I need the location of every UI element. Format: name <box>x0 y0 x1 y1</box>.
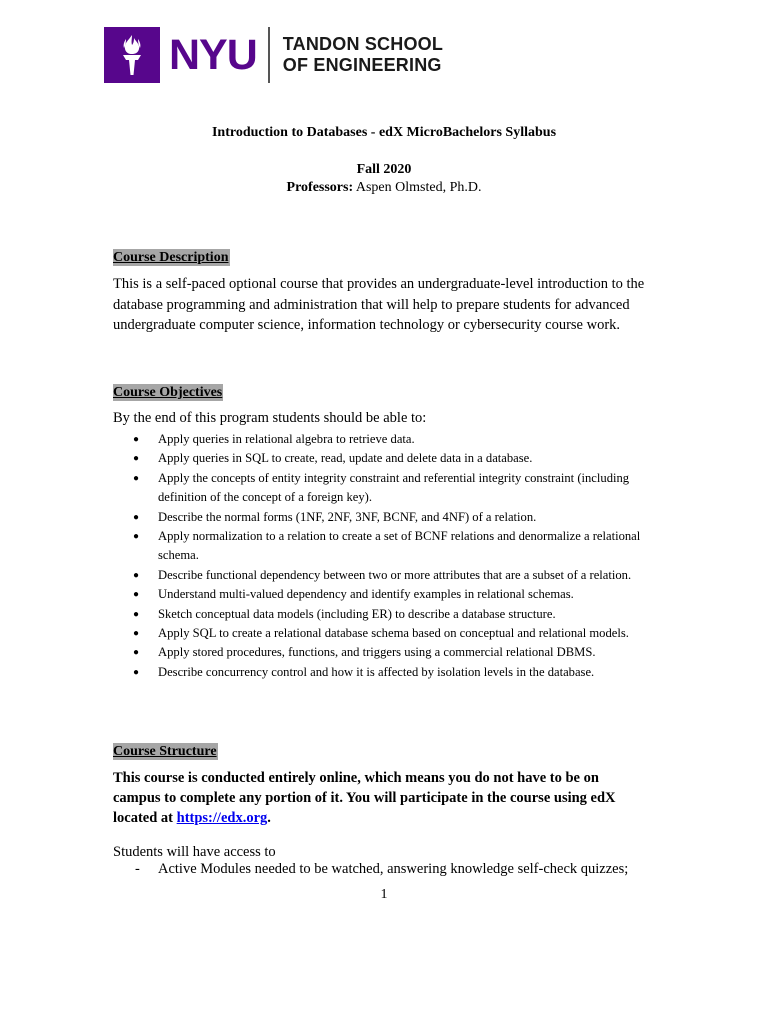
list-item: ● Apply queries in SQL to create, read, update and delete data in a database. <box>113 449 653 468</box>
bullet-icon: ● <box>133 453 140 465</box>
section-heading-structure: Course Structure <box>113 744 217 759</box>
document-title: Introduction to Databases - edX MicroBachelors Syllabus <box>211 125 557 140</box>
bullet-icon: ● <box>133 472 140 484</box>
bullet-icon: ● <box>133 647 140 659</box>
bullet-icon: ● <box>133 531 140 543</box>
school-name-line-1: TANDON SCHOOL <box>282 34 444 54</box>
nyu-tandon-logo <box>104 27 443 83</box>
list-item: ● Apply normalization to a relation to create a set of BCNF relations and denormalize a relational schema. <box>133 529 641 563</box>
course-structure-text: This course is conducted entirely online, which means you do not have to be on campus to complete any portion of it. You will participate in the course using edX located at https://edx.org. <box>113 770 616 826</box>
list-item: ● Describe the normal forms (1NF, 2NF, 3NF, BCNF, and 4NF) of a relation. <box>113 508 653 527</box>
objectives-list <box>113 430 653 682</box>
bullet-icon: ● <box>133 511 140 523</box>
list-item: ● Sketch conceptual data models (including ER) to describe a database structure. <box>113 605 653 624</box>
bullet-icon: ● <box>133 434 140 445</box>
list-item: ● Apply SQL to create a relational database schema based on conceptual and relational models. <box>113 624 653 643</box>
list-item: ● Describe functional dependency between two or more attributes that are a subset of a relation. <box>113 566 653 585</box>
list-item: ● Apply stored procedures, functions, and triggers using a commercial relational DBMS. <box>113 643 653 662</box>
list-item: ● Understand multi-valued dependency and identify examples in relational schemas. <box>113 585 653 604</box>
objectives-intro: By the end of this program students should be able to: <box>113 410 427 426</box>
bullet-icon: ● <box>133 589 140 601</box>
section-heading-description: Course Description <box>113 250 229 265</box>
bullet-icon: ● <box>133 569 140 581</box>
list-item: ● Apply queries in relational algebra to retrieve data. <box>113 430 653 449</box>
edx-link[interactable]: https://edx.org <box>176 810 268 826</box>
nyu-wordmark: NYU <box>169 31 257 79</box>
torch-icon <box>104 27 160 83</box>
page-number: 1 <box>380 887 388 902</box>
course-description-text: This is a self-paced optional course that provides an undergraduate-level introduction to the database programming and administration that will help to prepare students for advanced undergraduate computer science, information technology or cybersecurity course work. <box>113 276 645 333</box>
list-item: ● Apply the concepts of entity integrity constraint and referential integrity constraint (including definition of the concept of a foreign key). <box>133 470 630 505</box>
access-item-text: Active Modules needed to be watched, answering knowledge self-check quizzes; <box>158 861 629 877</box>
term: Fall 2020 <box>356 162 412 177</box>
section-heading-objectives: Course Objectives <box>113 385 223 400</box>
bullet-icon: ● <box>133 628 140 640</box>
access-intro: Students will have access to <box>113 844 276 860</box>
professors-name: Aspen Olmsted, Ph.D. <box>353 180 482 195</box>
list-item: ● Describe concurrency control and how it is affected by isolation levels in the database. <box>113 663 653 682</box>
bullet-icon: ● <box>133 666 140 678</box>
professors-label: Professors: <box>286 180 354 195</box>
logo-divider <box>268 27 270 83</box>
professors-line <box>0 180 768 196</box>
bullet-icon: ● <box>133 608 140 620</box>
school-name-line-2: OF ENGINEERING <box>282 55 442 75</box>
school-name <box>283 34 443 76</box>
dash-bullet: - <box>135 861 140 877</box>
